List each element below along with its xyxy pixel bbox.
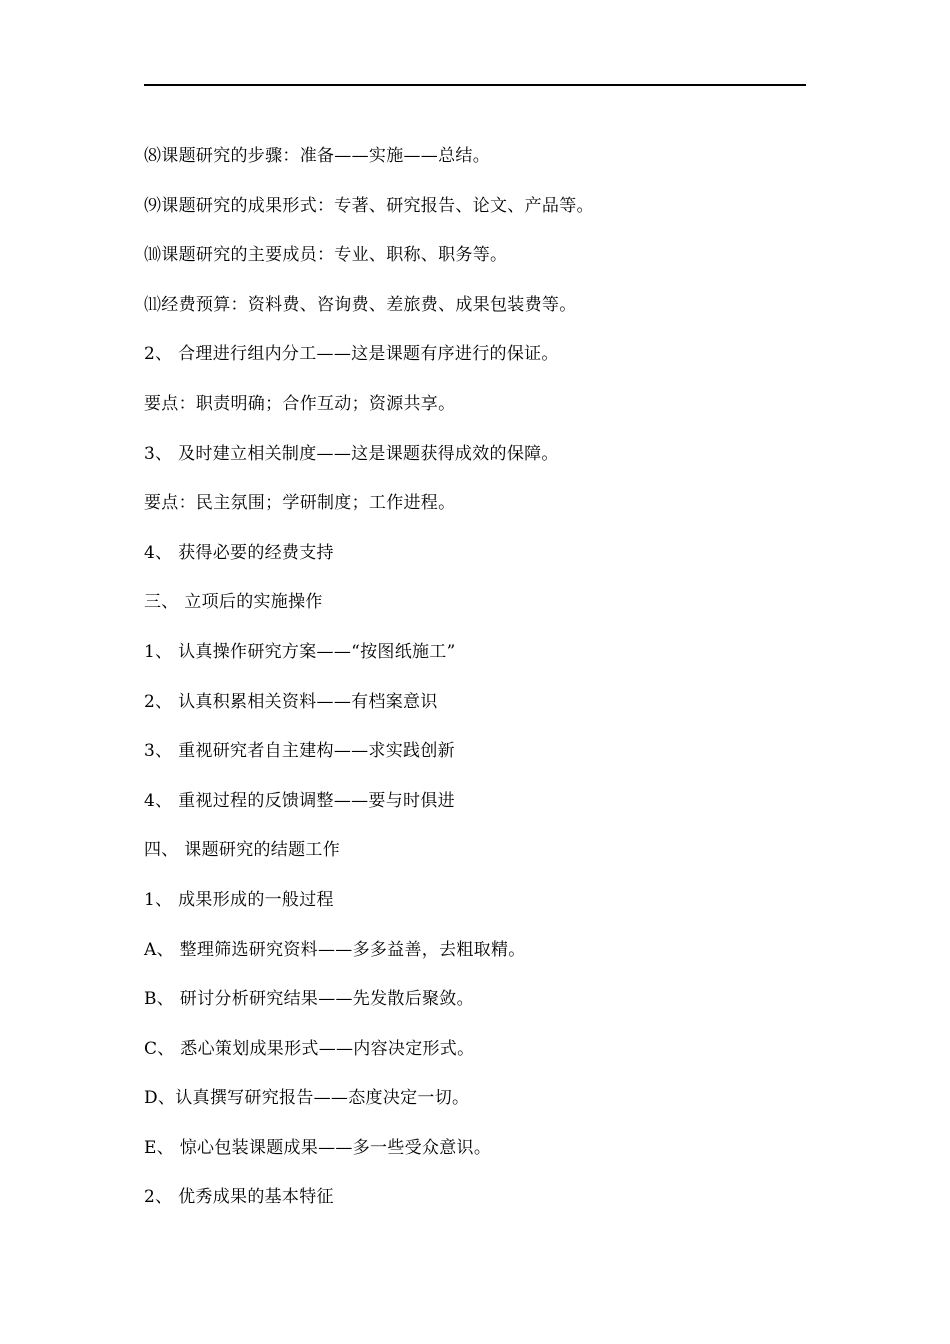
text-line-item-d: D、认真撰写研究报告——态度决定一切。 [144,1088,470,1109]
text-line-funding: 4、 获得必要的经费支持 [144,542,334,563]
text-line-item-b: B、 研讨分析研究结果——先发散后聚敛。 [144,989,474,1010]
text-line-plan: 1、 认真操作研究方案——“按图纸施工” [144,641,456,662]
section-heading-conclusion: 四、 课题研究的结题工作 [144,840,341,861]
text-line-feedback: 4、 重视过程的反馈调整——要与时俱进 [144,790,455,811]
text-line-item-c: C、 悉心策划成果形式——内容决定形式。 [144,1038,475,1059]
text-line-key-points-2: 要点：民主氛围；学研制度；工作进程。 [144,493,456,514]
text-line-system: 3、 及时建立相关制度——这是课题获得成效的保障。 [144,443,559,464]
text-line-features: 2、 优秀成果的基本特征 [144,1187,334,1208]
text-line-materials: 2、 认真积累相关资料——有档案意识 [144,691,438,712]
text-line-division: 2、 合理进行组内分工——这是课题有序进行的保证。 [144,344,559,365]
text-line-process: 1、 成果形成的一般过程 [144,889,334,910]
text-line-key-points-1: 要点：职责明确；合作互动；资源共享。 [144,393,456,414]
section-heading-implementation: 三、 立项后的实施操作 [144,592,323,613]
header-rule [144,84,806,86]
text-line-budget: ⑾经费预算：资料费、咨询费、差旅费、成果包装费等。 [144,294,577,315]
text-line-step: ⑻课题研究的步骤：准备——实施——总结。 [144,146,490,166]
text-line-construct: 3、 重视研究者自主建构——求实践创新 [144,741,455,762]
text-line-item-a: A、 整理筛选研究资料——多多益善，去粗取精。 [144,939,526,960]
text-line-item-e: E、 惊心包装课题成果——多一些受众意识。 [144,1137,492,1158]
text-line-members: ⑽课题研究的主要成员：专业、职称、职务等。 [144,245,508,266]
text-line-outcome-form: ⑼课题研究的成果形式：专著、研究报告、论文、产品等。 [144,195,594,216]
document-body [144,144,814,1235]
